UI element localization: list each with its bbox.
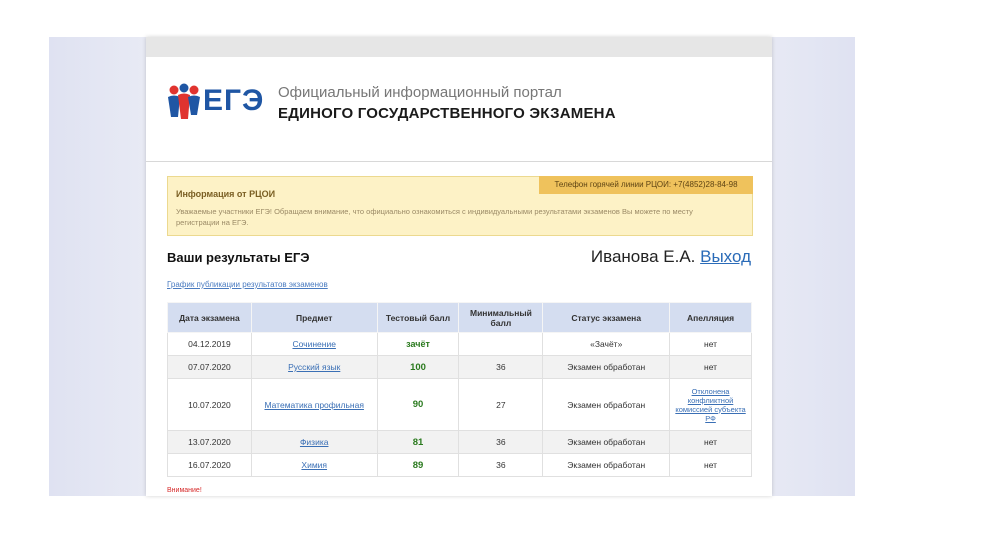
info-box bbox=[167, 176, 753, 236]
test-score: 81 bbox=[412, 436, 424, 448]
subject-link[interactable]: Физика bbox=[299, 437, 329, 447]
hotline-phone: Телефон горячей линии РЦОИ: +7(4852)28-84-98 bbox=[539, 176, 753, 194]
logo-text: ЕГЭ bbox=[203, 84, 265, 117]
portal-title: ЕДИНОГО ГОСУДАРСТВЕННОГО ЭКЗАМЕНА bbox=[278, 105, 616, 122]
test-score: 89 bbox=[412, 459, 424, 471]
table-row bbox=[168, 454, 752, 477]
info-text: Уважаемые участники ЕГЭ! Обращаем внимание, что официально ознакомиться с индивидуальными результатами экзаменов Вы можете по месту регистрации на ЕГЭ. bbox=[176, 207, 693, 227]
results-table bbox=[167, 302, 752, 477]
min-score: 27 bbox=[459, 379, 543, 431]
header-status: Статус экзамена bbox=[543, 303, 670, 333]
exam-date: 04.12.2019 bbox=[168, 333, 252, 356]
exam-status: Экзамен обработан bbox=[543, 431, 670, 454]
exam-status: Экзамен обработан bbox=[543, 379, 670, 431]
header-score: Тестовый балл bbox=[377, 303, 459, 333]
logout-link[interactable]: Выход bbox=[700, 247, 751, 266]
warning-text: Внимание! bbox=[167, 487, 202, 494]
exam-date: 16.07.2020 bbox=[168, 454, 252, 477]
user-name: Иванова Е.А. bbox=[590, 247, 696, 266]
info-title: Информация от РЦОИ bbox=[176, 189, 276, 199]
exam-status: Экзамен обработан bbox=[543, 356, 670, 379]
table-row bbox=[168, 379, 752, 431]
top-strip bbox=[146, 37, 772, 57]
test-score: зачёт bbox=[406, 339, 430, 349]
site-header bbox=[146, 57, 772, 162]
browser-page bbox=[146, 37, 772, 496]
exam-date: 07.07.2020 bbox=[168, 356, 252, 379]
exam-date: 10.07.2020 bbox=[168, 379, 252, 431]
ege-logo[interactable] bbox=[165, 83, 265, 123]
user-block bbox=[591, 247, 751, 267]
min-score: 36 bbox=[459, 431, 543, 454]
header-appeal: Апелляция bbox=[670, 303, 752, 333]
people-logo-icon bbox=[165, 83, 205, 123]
min-score: 36 bbox=[459, 356, 543, 379]
test-score: 100 bbox=[410, 361, 426, 373]
appeal-status: нет bbox=[670, 454, 752, 477]
table-row bbox=[168, 431, 752, 454]
exam-date: 13.07.2020 bbox=[168, 431, 252, 454]
min-score bbox=[459, 333, 543, 356]
results-title: Ваши результаты ЕГЭ bbox=[167, 250, 310, 265]
schedule-link[interactable]: График публикации результатов экзаменов bbox=[167, 280, 328, 289]
exam-status: Экзамен обработан bbox=[543, 454, 670, 477]
header-min-score: Минимальный балл bbox=[459, 303, 543, 333]
appeal-status: нет bbox=[670, 333, 752, 356]
subject-link[interactable]: Химия bbox=[301, 460, 328, 470]
appeal-status: нет bbox=[670, 431, 752, 454]
header-subject: Предмет bbox=[251, 303, 377, 333]
table-row bbox=[168, 356, 752, 379]
min-score: 36 bbox=[459, 454, 543, 477]
exam-status: «Зачёт» bbox=[543, 333, 670, 356]
test-score: 90 bbox=[412, 399, 424, 410]
table-row bbox=[168, 333, 752, 356]
appeal-link[interactable]: Отклонена конфликтной комиссией субъекта РФ bbox=[675, 386, 746, 423]
subject-link[interactable]: Математика профильная bbox=[264, 399, 364, 410]
portal-subtitle: Официальный информационный портал bbox=[278, 84, 562, 101]
subject-link[interactable]: Сочинение bbox=[292, 339, 336, 349]
table-header-row bbox=[168, 303, 752, 333]
header-date: Дата экзамена bbox=[168, 303, 252, 333]
subject-link[interactable]: Русский язык bbox=[288, 362, 341, 372]
appeal-status: нет bbox=[670, 356, 752, 379]
